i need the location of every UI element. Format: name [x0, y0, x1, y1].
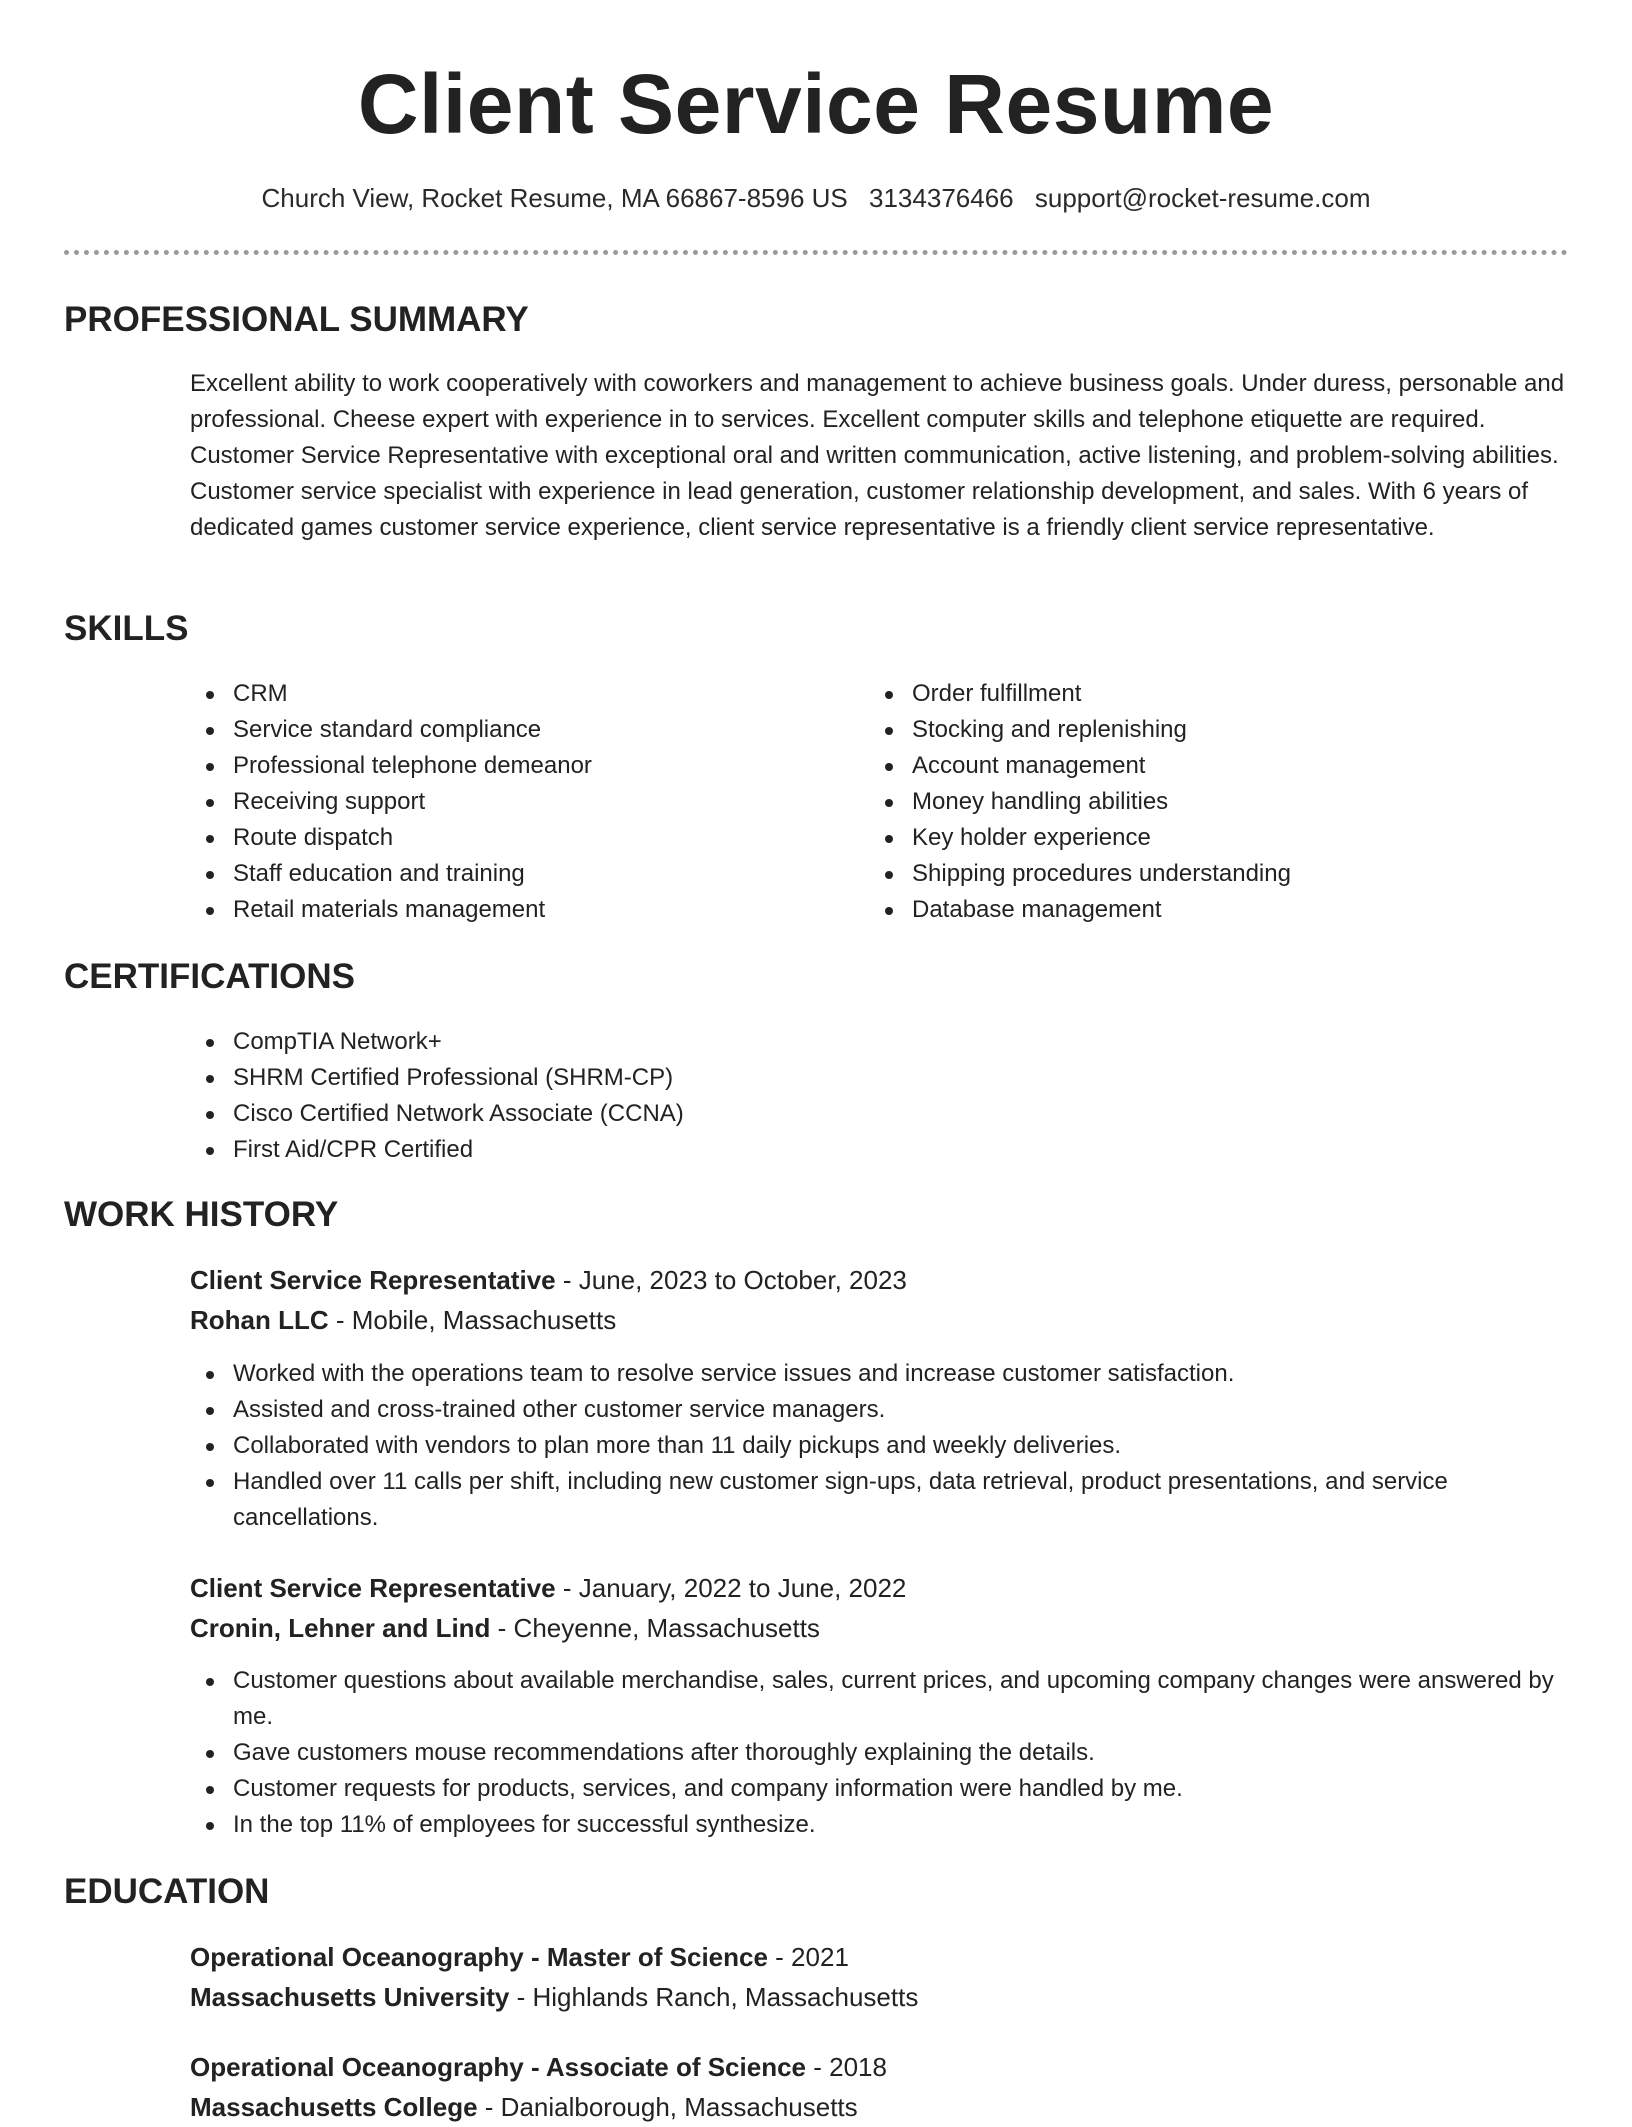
skill-item: CRM — [190, 676, 592, 712]
skill-item: Account management — [869, 748, 1291, 784]
section-title-summary: PROFESSIONAL SUMMARY — [64, 300, 529, 339]
job-bullets — [190, 1356, 1570, 1536]
job-entry — [190, 1568, 1570, 1648]
job-location: - Cheyenne, Massachusetts — [490, 1613, 820, 1643]
contact-line — [0, 180, 1632, 216]
skills-list-right — [869, 676, 1291, 928]
education-degree: Operational Oceanography - Associate of Science — [190, 2052, 807, 2082]
education-location: - Danialborough, Massachusetts — [477, 2092, 858, 2122]
education-school-line — [190, 1977, 1570, 2017]
skill-item: Retail materials management — [190, 892, 592, 928]
section-title-certifications: CERTIFICATIONS — [64, 957, 356, 996]
job-bullet: Handled over 11 calls per shift, including new customer sign-ups, data retrieval, product presentations, and service cancellations. — [190, 1464, 1570, 1536]
skills-list-left — [190, 676, 592, 928]
skill-item: Shipping procedures understanding — [869, 856, 1291, 892]
skill-item: Receiving support — [190, 784, 592, 820]
education-entry — [190, 2047, 1570, 2127]
education-degree-line — [190, 2047, 1570, 2087]
section-title-skills: SKILLS — [64, 609, 189, 648]
education-school: Massachusetts College — [190, 2092, 478, 2122]
job-dates: - January, 2022 to June, 2022 — [555, 1573, 907, 1603]
skill-item: Staff education and training — [190, 856, 592, 892]
skill-item: Route dispatch — [190, 820, 592, 856]
education-year: - 2018 — [806, 2052, 887, 2082]
skill-item: Key holder experience — [869, 820, 1291, 856]
education-location: - Highlands Ranch, Massachusetts — [509, 1982, 919, 2012]
job-company-line — [190, 1608, 1570, 1648]
education-degree-line — [190, 1937, 1570, 1977]
education-degree: Operational Oceanography - Master of Science — [190, 1942, 768, 1972]
education-school: Massachusetts University — [190, 1982, 510, 2012]
job-bullet: In the top 11% of employees for successful synthesize. — [190, 1807, 1570, 1843]
job-bullet: Collaborated with vendors to plan more than 11 daily pickups and weekly deliveries. — [190, 1428, 1570, 1464]
skill-item: Money handling abilities — [869, 784, 1291, 820]
phone: 3134376466 — [869, 183, 1014, 213]
job-bullet: Assisted and cross-trained other customer service managers. — [190, 1392, 1570, 1428]
job-bullet: Gave customers mouse recommendations after thoroughly explaining the details. — [190, 1735, 1570, 1771]
job-role: Client Service Representative — [190, 1265, 556, 1295]
job-dates: - June, 2023 to October, 2023 — [555, 1265, 907, 1295]
job-role: Client Service Representative — [190, 1573, 556, 1603]
header-divider — [64, 250, 1568, 255]
job-company-line — [190, 1300, 1570, 1340]
education-entry — [190, 1937, 1570, 2017]
job-bullets — [190, 1663, 1570, 1843]
skill-item: Service standard compliance — [190, 712, 592, 748]
section-title-work-history: WORK HISTORY — [64, 1195, 339, 1234]
email: support@rocket-resume.com — [1034, 183, 1371, 213]
address: Church View, Rocket Resume, MA 66867-8596 US — [261, 183, 848, 213]
job-role-line — [190, 1260, 1570, 1300]
summary-text: Excellent ability to work cooperatively with coworkers and management to achieve business goals. Under duress, personable and professional. Cheese expert with experience in to services. Excellent computer skills and telephone etiquette are required. Customer Service Representative with exceptional oral and written communication, active listening, and problem-solving abilities. Customer service specialist with experience in lead generation, customer relationship development, and sales. With 6 years of dedicated games customer service experience, client service representative is a friendly client service representative. — [190, 370, 1565, 541]
job-bullet: Customer questions about available merchandise, sales, current prices, and upcoming company changes were answered by me. — [190, 1663, 1570, 1735]
skill-item: Order fulfillment — [869, 676, 1291, 712]
skill-item: Database management — [869, 892, 1291, 928]
resume-title: Client Service Resume — [357, 57, 1275, 151]
skill-item: Stocking and replenishing — [869, 712, 1291, 748]
section-title-education: EDUCATION — [64, 1872, 270, 1911]
certification-item: CompTIA Network+ — [190, 1024, 1570, 1060]
job-bullet: Worked with the operations team to resolve service issues and increase customer satisfaction. — [190, 1356, 1570, 1392]
job-entry — [190, 1260, 1570, 1340]
skill-item: Professional telephone demeanor — [190, 748, 592, 784]
certification-item: Cisco Certified Network Associate (CCNA) — [190, 1096, 1570, 1132]
education-school-line — [190, 2087, 1570, 2127]
job-company: Rohan LLC — [190, 1305, 329, 1335]
certification-item: SHRM Certified Professional (SHRM-CP) — [190, 1060, 1570, 1096]
job-company: Cronin, Lehner and Lind — [190, 1613, 491, 1643]
job-location: - Mobile, Massachusetts — [328, 1305, 617, 1335]
job-bullet: Customer requests for products, services, and company information were handled by me. — [190, 1771, 1570, 1807]
education-year: - 2021 — [767, 1942, 849, 1972]
certifications-list — [190, 1024, 1570, 1168]
job-role-line — [190, 1568, 1570, 1608]
certification-item: First Aid/CPR Certified — [190, 1132, 1570, 1168]
